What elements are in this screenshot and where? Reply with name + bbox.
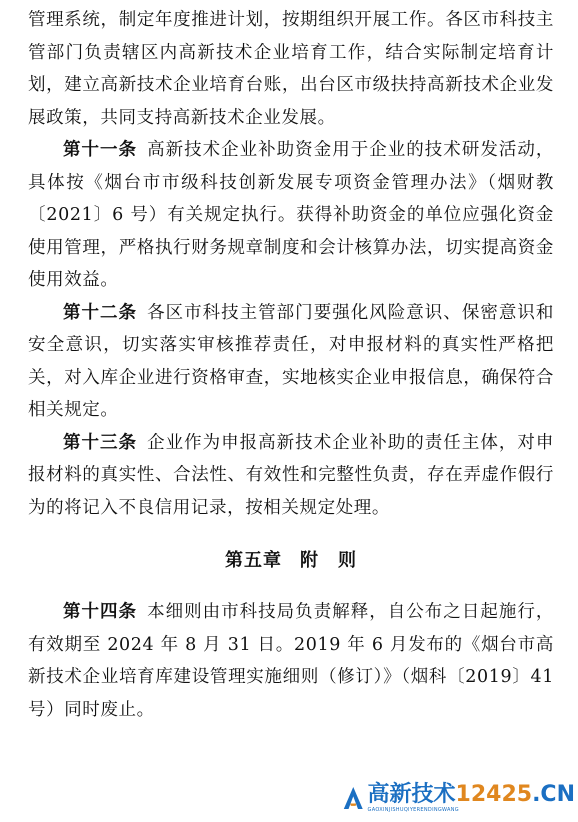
- article-text: 企业作为申报高新技术企业补助的责任主体，对申报材料的真实性、合法性、有效性和完整性负责，存在弄虚作假行为的将记入不良信用记录，按相关规定处理。: [28, 432, 554, 518]
- article-13: [28, 427, 554, 525]
- article-text: 本细则由市科技局负责解释，自公布之日起施行，有效期至 2024 年 8 月 31 日。2019 年 6 月发布的《烟台市高新技术企业培育库建设管理实施细则（修订）》（烟科〔2019〕41 号）同时废止。: [28, 602, 554, 720]
- chapter-title: 附 则: [300, 550, 357, 571]
- article-12: [28, 297, 554, 427]
- watermark-subtitle: GAOXINJISHUQIYERENDINGWANG: [367, 806, 459, 813]
- article-heading: 第十一条: [63, 140, 138, 160]
- paragraph-text: 管理系统，制定年度推进计划，按期组织开展工作。各区市科技主管部门负责辖区内高新技术企业培育工作，结合实际制定培育计划，建立高新技术企业培育台账，出台区市级扶持高新技术企业发展政策，共同支持高新技术企业发展。: [28, 10, 554, 128]
- watermark-suffix: .CN: [532, 781, 575, 807]
- article-11: [28, 134, 554, 297]
- chapter-heading: [28, 546, 554, 572]
- chapter-number: 第五章: [225, 550, 282, 571]
- article-heading: 第十三条: [63, 432, 138, 453]
- a-logo-icon: [343, 783, 364, 813]
- article-text: 各区市科技主管部门要强化风险意识、保密意识和安全意识，切实落实审核推荐责任，对申报材料的真实性严格把关，对入库企业进行资格审查，实地核实企业申报信息，确保符合相关规定。: [28, 302, 554, 420]
- article-14: [28, 596, 554, 726]
- paragraph-continued: [28, 4, 554, 134]
- article-heading: 第十四条: [63, 602, 138, 622]
- watermark-brand: 高新技术12425.CN: [367, 781, 575, 807]
- site-watermark: [343, 778, 575, 818]
- watermark-number: 12425: [455, 781, 533, 807]
- article-text: 高新技术企业补助资金用于企业的技术研发活动，具体按《烟台市市级科技创新发展专项资金管理办法》（烟财教〔2021〕6 号）有关规定执行。获得补助资金的单位应强化资金使用管理，严格执行财务规章制度和会计核算办法，切实提高资金使用效益。: [28, 140, 554, 290]
- article-heading: 第十二条: [63, 302, 138, 323]
- document-page: [28, 4, 554, 726]
